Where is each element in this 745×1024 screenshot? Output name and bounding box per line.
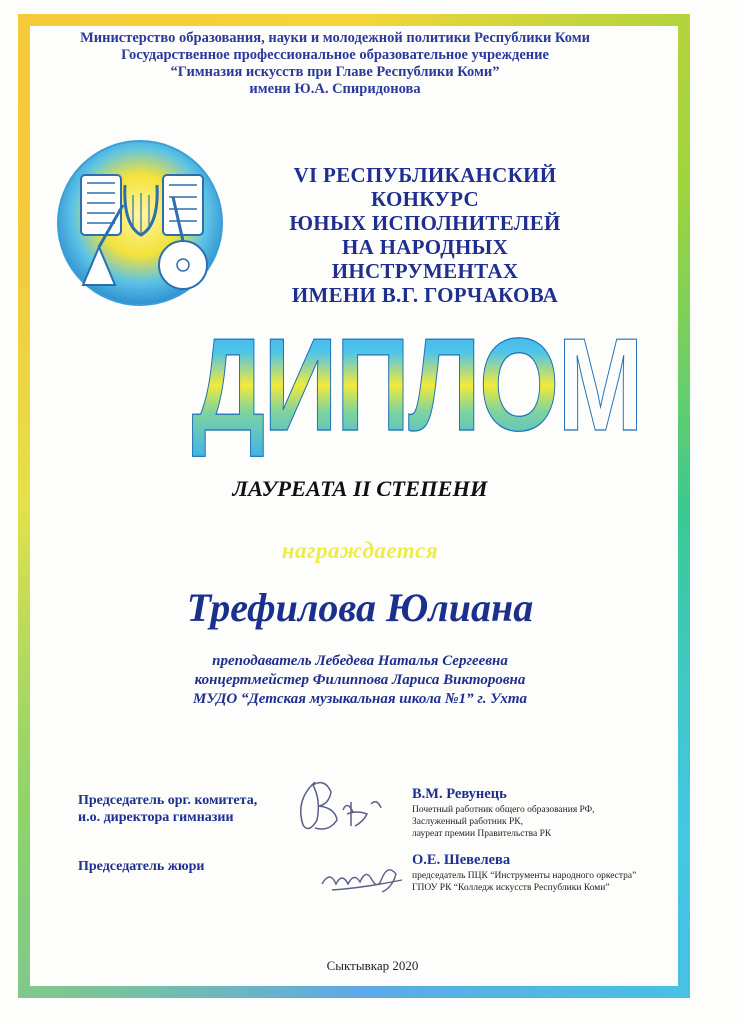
recipient-name: Трефилова Юлиана [186,585,534,630]
teacher-line: преподаватель Лебедева Наталья Сергеевна [212,653,508,669]
detail-line: Почетный работник общего образования РФ, [412,805,595,815]
role-line: и.о. директора гимназии [78,810,234,825]
signer-details [412,870,636,894]
org-committee-role [78,792,257,826]
contest-line-4: ИМЕНИ В.Г. ГОРЧАКОВА [291,283,559,307]
accompanist-line: концертмейстер Филиппова Лариса Викторовна [194,672,526,688]
diploma-title: ДИПЛОМ [191,311,642,458]
signer-details [412,804,595,840]
signer-name: О.Е. Шевелева [412,852,511,868]
school-line: МУДО “Детская музыкальная школа №1” г. Ухта [192,691,527,707]
awarded-label: награждается [281,538,439,563]
detail-line: ГПОУ РК “Колледж искусств Республики Коми” [412,883,610,893]
emblem-logo-icon [53,135,228,310]
issuer-line-4: имени Ю.А. Спиридонова [249,81,421,97]
teachers-block [120,652,600,709]
contest-title [250,163,600,307]
detail-line: лауреат премии Правительства РК [412,829,552,839]
issuer-line-3: “Гимназия искусств при Главе Республики Коми” [170,64,500,80]
detail-line: председатель ПЦК “Инструменты народного оркестра” [412,871,637,881]
role-line: Председатель жюри [78,859,205,874]
jury-chair-role [78,858,204,875]
laureate-degree: ЛАУРЕАТА II СТЕПЕНИ [232,476,488,501]
issuer-header [40,30,630,98]
signature-revunets [285,770,395,840]
signature-sheveleva [312,850,412,900]
role-line: Председатель орг. комитета, [78,793,258,808]
issuer-line-1: Министерство образования, науки и молодежной политики Республики Коми [80,30,590,46]
contest-line-3: НА НАРОДНЫХ ИНСТРУМЕНТАХ [331,235,519,283]
issuer-line-2: Государственное профессиональное образовательное учреждение [121,47,549,63]
place-and-year: Сыктывкар 2020 [326,958,419,973]
signer-name: В.М. Ревунець [412,786,507,802]
contest-line-2: ЮНЫХ ИСПОЛНИТЕЛЕЙ [289,211,561,235]
detail-line: Заслуженный работник РК, [412,817,523,827]
contest-line-1: VI РЕСПУБЛИКАНСКИЙ КОНКУРС [293,163,557,211]
